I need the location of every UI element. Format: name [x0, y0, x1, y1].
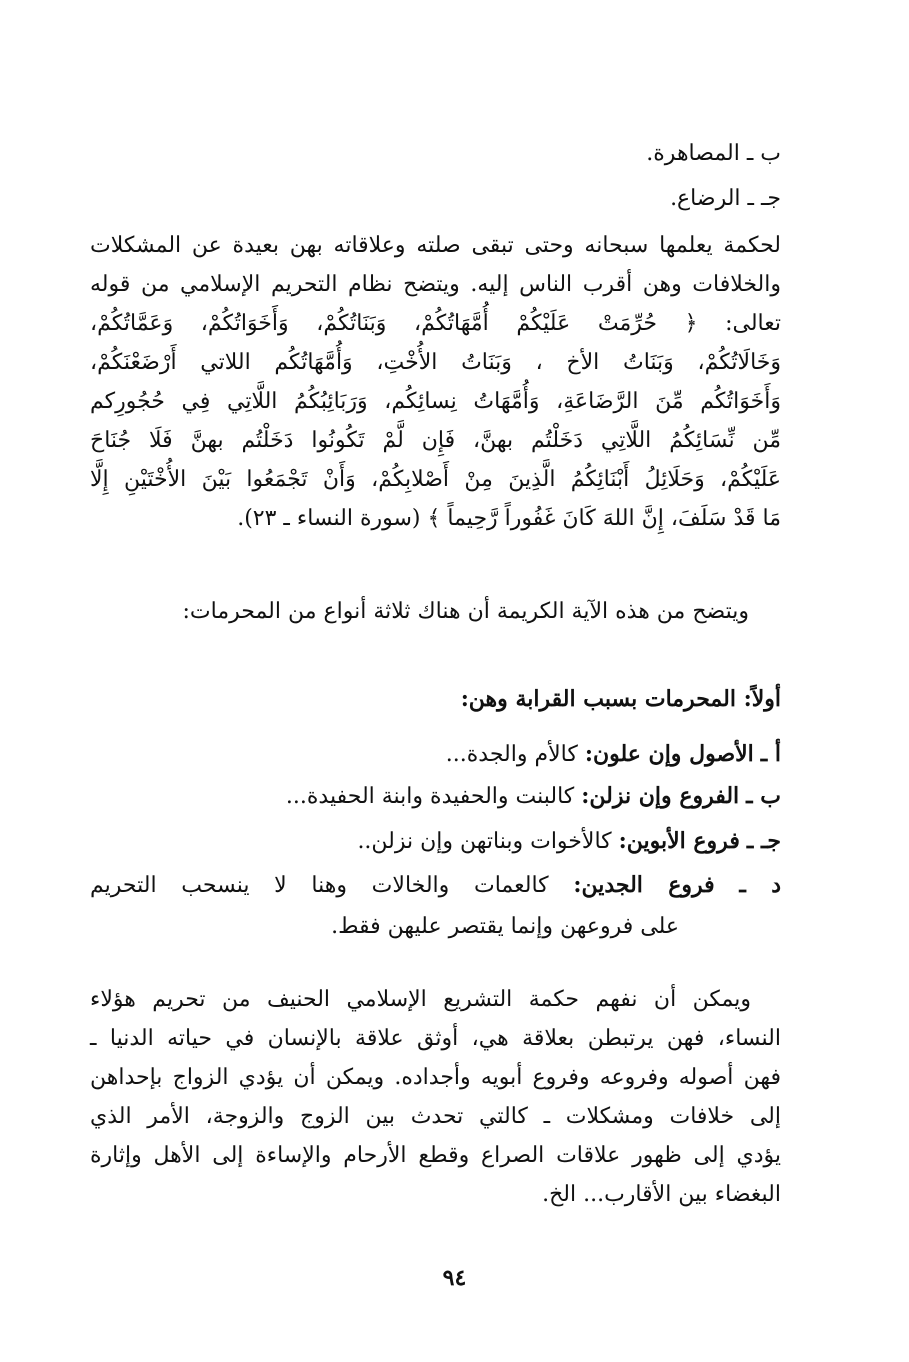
item-term: فروع الجدين:: [573, 872, 715, 898]
text-line: فهن أصوله وفروعه وفروع أبويه وأجداده. ويمكن أن يؤدي الزواج بإحداهن: [90, 1065, 781, 1090]
item-desc: كالأم والجدة...: [445, 742, 578, 767]
paragraph-wisdom: [90, 980, 781, 1214]
item-desc: كالعمات والخالات وهنا لا ينسحب التحريم: [90, 873, 549, 898]
text-line: لحكمة يعلمها سبحانه وحتى تبقى صلته وعلاقاته بهن بعيدة عن المشكلات: [90, 233, 782, 258]
list-item-continuation: على فروعهن وإنما يقتصر عليهن فقط.: [331, 914, 679, 939]
list-item: [446, 735, 781, 774]
text-line: مِّن نِّسَائِكُمُ اللَّاتِي دَخَلْتُم بهنَّ، فَإِن لَّمْ تَكُونُوا دَخَلْتُم بهنَّ فَلَا جُنَاحَ: [90, 428, 781, 453]
heading-text: أولاً: المحرمات بسبب القرابة وهن:: [460, 686, 781, 712]
paragraph-types: [90, 592, 749, 631]
text-line: عَلَيْكُمْ، وَحَلَائِلُ أَبْنَائِكُمُ الَّذِينَ مِنْ أَصْلابِكُمْ، وَأَنْ تَجْمَعُوا بَيْنَ الأُخْتَيْنِ إِلَّا: [90, 467, 781, 492]
list-item: [357, 822, 781, 861]
paragraph-verse: [90, 226, 781, 538]
text-line: وَأَخَوَاتُكُم مِّنَ الرَّضَاعَةِ، وَأُمَّهَاتُ نِسائِكُم، وَرَبَائِبُكُمُ اللَّاتِي فِي حُجُورِكم: [90, 389, 781, 414]
item-term: الأصول وإن علون:: [584, 741, 754, 767]
intro-item: ب ـ المصاهرة.: [646, 141, 781, 166]
text-line: ويمكن أن نفهم حكمة التشريع الإسلامي الحنيف من تحريم هؤلاء: [90, 987, 751, 1012]
text-line: البغضاء بين الأقارب... الخ.: [542, 1182, 781, 1207]
list-item: [286, 777, 781, 816]
item-desc: كالبنت والحفيدة وابنة الحفيدة...: [285, 784, 575, 809]
text-line: يؤدي إلى ظهور علاقات الصراع وقطع الأرحام والإساءة إلى الأهل وإثارة: [90, 1143, 781, 1168]
intro-item: جـ ـ الرضاع.: [670, 186, 781, 211]
text-line: والخلافات وهن أقرب الناس إليه. ويتضح نظام التحريم الإسلامي من قوله: [90, 272, 781, 297]
item-term: الفروع وإن نزلن:: [581, 783, 740, 809]
text-line: ويتضح من هذه الآية الكريمة أن هناك ثلاثة أنواع من المحرمات:: [182, 599, 749, 624]
text-line: مَا قَدْ سَلَفَ، إِنَّ اللهَ كَانَ غَفُوراً رَّحِيماً ﴾ (سورة النساء ـ ٢٣).: [237, 506, 781, 531]
item-letter: أ ـ: [760, 741, 781, 767]
item-desc: كالأخوات وبناتهن وإن نزلن..: [357, 829, 612, 854]
page-number: ٩٤: [442, 1265, 467, 1291]
item-letter: د ـ: [739, 872, 782, 898]
text-line: إلى خلافات ومشكلات ـ كالتي تحدث بين الزوج والزوجة، الأمر الذي: [90, 1104, 781, 1129]
item-letter: جـ ـ: [746, 828, 781, 854]
text-line: وَخَالَاتُكُمْ، وَبَنَاتُ الأخ ، وَبَنَاتُ الأُخْتِ، وَأُمَّهَاتُكُم اللاتي أَرْضَعْنَكُمْ،: [90, 350, 781, 375]
list-item: [90, 866, 781, 905]
item-term: فروع الأبوين:: [618, 828, 740, 854]
section-heading: [90, 680, 781, 719]
text-line: النساء، فهن يرتبطن بعلاقة هي، أوثق علاقة بالإنسان في حياته الدنيا ـ: [90, 1026, 781, 1051]
text-line: تعالى: ﴿ حُرِّمَتْ عَلَيْكُمْ أُمَّهَاتُكُمْ، وَبَنَاتُكُمْ، وَأَخَوَاتُكُمْ، وَعَمَّاتُكُمْ،: [90, 311, 781, 336]
item-letter: ب ـ: [746, 783, 781, 809]
